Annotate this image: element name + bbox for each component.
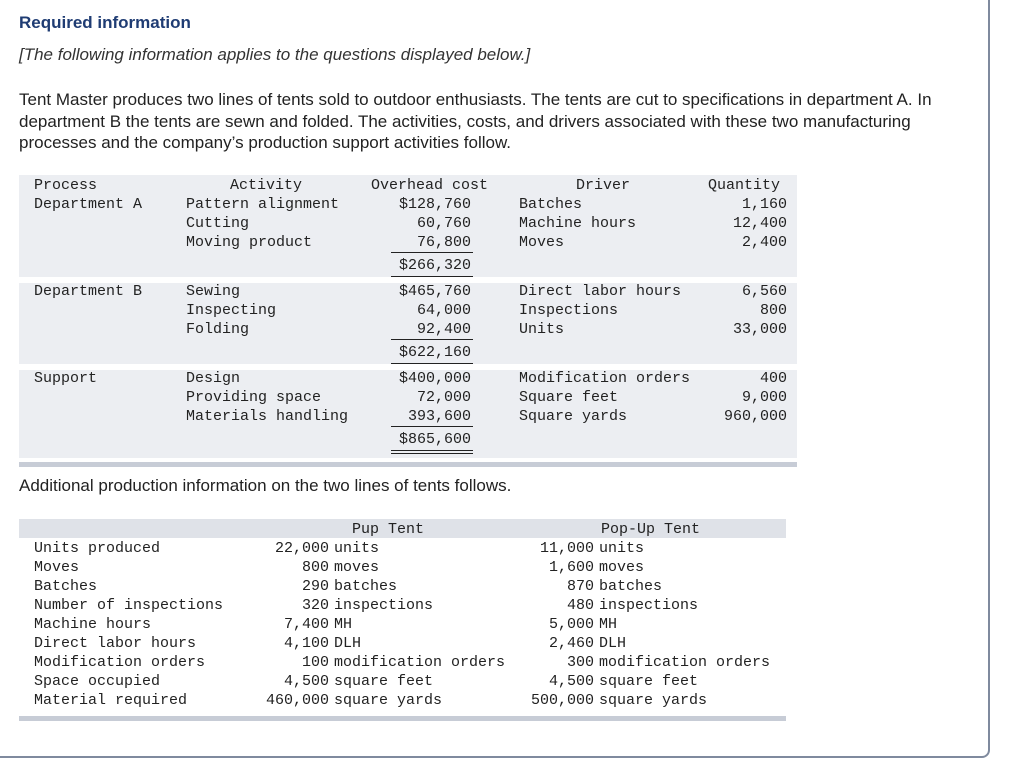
overhead-cost: 64,000 bbox=[416, 302, 471, 319]
table-bottom-rule bbox=[19, 716, 786, 721]
header-process: Process bbox=[34, 177, 98, 194]
overhead-cost: 60,760 bbox=[416, 215, 471, 232]
driver-name: Inspections bbox=[519, 302, 619, 319]
pup-value: 290 bbox=[301, 578, 329, 595]
activity-name: Cutting bbox=[186, 215, 250, 232]
total-double-rule bbox=[391, 453, 473, 454]
activity-name: Pattern alignment bbox=[186, 196, 340, 213]
activity-name: Folding bbox=[186, 321, 250, 338]
driver-quantity: 1,160 bbox=[741, 196, 787, 213]
driver-name: Direct labor hours bbox=[519, 283, 682, 300]
driver-name: Batches bbox=[519, 196, 583, 213]
pup-unit: units bbox=[334, 540, 380, 557]
activity-cost-table bbox=[19, 175, 797, 458]
table-bottom-rule bbox=[19, 462, 797, 467]
additional-info-text: Additional production information on the two lines of tents follows. bbox=[19, 476, 512, 495]
row-label: Batches bbox=[34, 578, 98, 595]
popup-unit: moves bbox=[599, 559, 645, 576]
activity-name: Inspecting bbox=[186, 302, 277, 319]
driver-name: Moves bbox=[519, 234, 565, 251]
row-label: Direct labor hours bbox=[34, 635, 197, 652]
total-rule bbox=[391, 276, 473, 277]
pup-value: 7,400 bbox=[283, 616, 329, 633]
pup-unit: MH bbox=[334, 616, 353, 633]
driver-name: Units bbox=[519, 321, 565, 338]
header-quantity: Quantity bbox=[708, 177, 781, 194]
driver-quantity: 2,400 bbox=[741, 234, 787, 251]
overhead-cost: 393,600 bbox=[407, 408, 471, 425]
row-label: Units produced bbox=[34, 540, 161, 557]
overhead-cost: 92,400 bbox=[416, 321, 471, 338]
pup-value: 4,100 bbox=[283, 635, 329, 652]
row-label: Space occupied bbox=[34, 673, 161, 690]
pup-value: 4,500 bbox=[283, 673, 329, 690]
header-popup-tent: Pop-Up Tent bbox=[601, 521, 701, 538]
required-info-subtitle: [The following information applies to the questions displayed below.] bbox=[19, 45, 531, 64]
popup-unit: square feet bbox=[599, 673, 699, 690]
pup-unit: inspections bbox=[334, 597, 434, 614]
production-info-table bbox=[19, 519, 786, 717]
popup-unit: square yards bbox=[599, 692, 708, 709]
popup-unit: MH bbox=[599, 616, 618, 633]
popup-unit: modification orders bbox=[599, 654, 771, 671]
popup-value: 1,600 bbox=[548, 559, 594, 576]
row-label: Moves bbox=[34, 559, 80, 576]
driver-name: Machine hours bbox=[519, 215, 637, 232]
activity-name: Sewing bbox=[186, 283, 241, 300]
overhead-cost: $128,760 bbox=[398, 196, 471, 213]
driver-quantity: 400 bbox=[759, 370, 787, 387]
overhead-cost: $400,000 bbox=[398, 370, 471, 387]
total-rule bbox=[391, 450, 473, 451]
pup-unit: DLH bbox=[334, 635, 362, 652]
driver-quantity: 800 bbox=[759, 302, 787, 319]
popup-value: 11,000 bbox=[539, 540, 594, 557]
header-overhead-cost: Overhead cost bbox=[371, 177, 489, 194]
subtotal-rule bbox=[391, 339, 473, 340]
popup-unit: units bbox=[599, 540, 645, 557]
driver-quantity: 33,000 bbox=[732, 321, 787, 338]
popup-unit: DLH bbox=[599, 635, 627, 652]
driver-quantity: 960,000 bbox=[723, 408, 787, 425]
activity-name: Moving product bbox=[186, 234, 313, 251]
row-label: Number of inspections bbox=[34, 597, 224, 614]
required-info-title: Required information bbox=[19, 13, 191, 32]
overhead-cost: $465,760 bbox=[398, 283, 471, 300]
driver-name: Square yards bbox=[519, 408, 628, 425]
group-total: $622,160 bbox=[398, 344, 471, 361]
overhead-cost: 76,800 bbox=[416, 234, 471, 251]
process-label: Support bbox=[34, 370, 98, 387]
pup-unit: square yards bbox=[334, 692, 443, 709]
driver-quantity: 9,000 bbox=[741, 389, 787, 406]
row-label: Modification orders bbox=[34, 654, 206, 671]
pup-unit: batches bbox=[334, 578, 398, 595]
subtotal-rule bbox=[391, 426, 473, 427]
driver-name: Square feet bbox=[519, 389, 619, 406]
intro-paragraph: Tent Master produces two lines of tents sold to outdoor enthusiasts. The tents are cut to specifications in department A. In department B the tents are sewn and folded. The activities, costs, and drivers associated with these two manufacturing processes and the company’s production support activities follow. bbox=[19, 90, 932, 152]
header-pup-tent: Pup Tent bbox=[352, 521, 425, 538]
row-label: Material required bbox=[34, 692, 188, 709]
driver-name: Modification orders bbox=[519, 370, 691, 387]
activity-name: Materials handling bbox=[186, 408, 349, 425]
subtotal-rule bbox=[391, 252, 473, 253]
driver-quantity: 12,400 bbox=[732, 215, 787, 232]
group-total: $266,320 bbox=[398, 257, 471, 274]
pup-value: 100 bbox=[301, 654, 329, 671]
pup-value: 22,000 bbox=[274, 540, 329, 557]
header-activity: Activity bbox=[230, 177, 303, 194]
popup-value: 870 bbox=[566, 578, 594, 595]
driver-quantity: 6,560 bbox=[741, 283, 787, 300]
row-label: Machine hours bbox=[34, 616, 152, 633]
activity-name: Design bbox=[186, 370, 241, 387]
overhead-cost: 72,000 bbox=[416, 389, 471, 406]
popup-value: 300 bbox=[566, 654, 594, 671]
popup-value: 500,000 bbox=[530, 692, 594, 709]
process-label: Department B bbox=[34, 283, 143, 300]
popup-value: 2,460 bbox=[548, 635, 594, 652]
pup-value: 460,000 bbox=[265, 692, 329, 709]
pup-unit: modification orders bbox=[334, 654, 506, 671]
popup-unit: batches bbox=[599, 578, 663, 595]
process-label: Department A bbox=[34, 196, 143, 213]
popup-value: 4,500 bbox=[548, 673, 594, 690]
total-rule bbox=[391, 363, 473, 364]
pup-unit: square feet bbox=[334, 673, 434, 690]
popup-value: 480 bbox=[566, 597, 594, 614]
pup-value: 320 bbox=[301, 597, 329, 614]
group-total: $865,600 bbox=[398, 431, 471, 448]
popup-value: 5,000 bbox=[548, 616, 594, 633]
pup-value: 800 bbox=[301, 559, 329, 576]
popup-unit: inspections bbox=[599, 597, 699, 614]
header-driver: Driver bbox=[576, 177, 631, 194]
activity-name: Providing space bbox=[186, 389, 322, 406]
pup-unit: moves bbox=[334, 559, 380, 576]
